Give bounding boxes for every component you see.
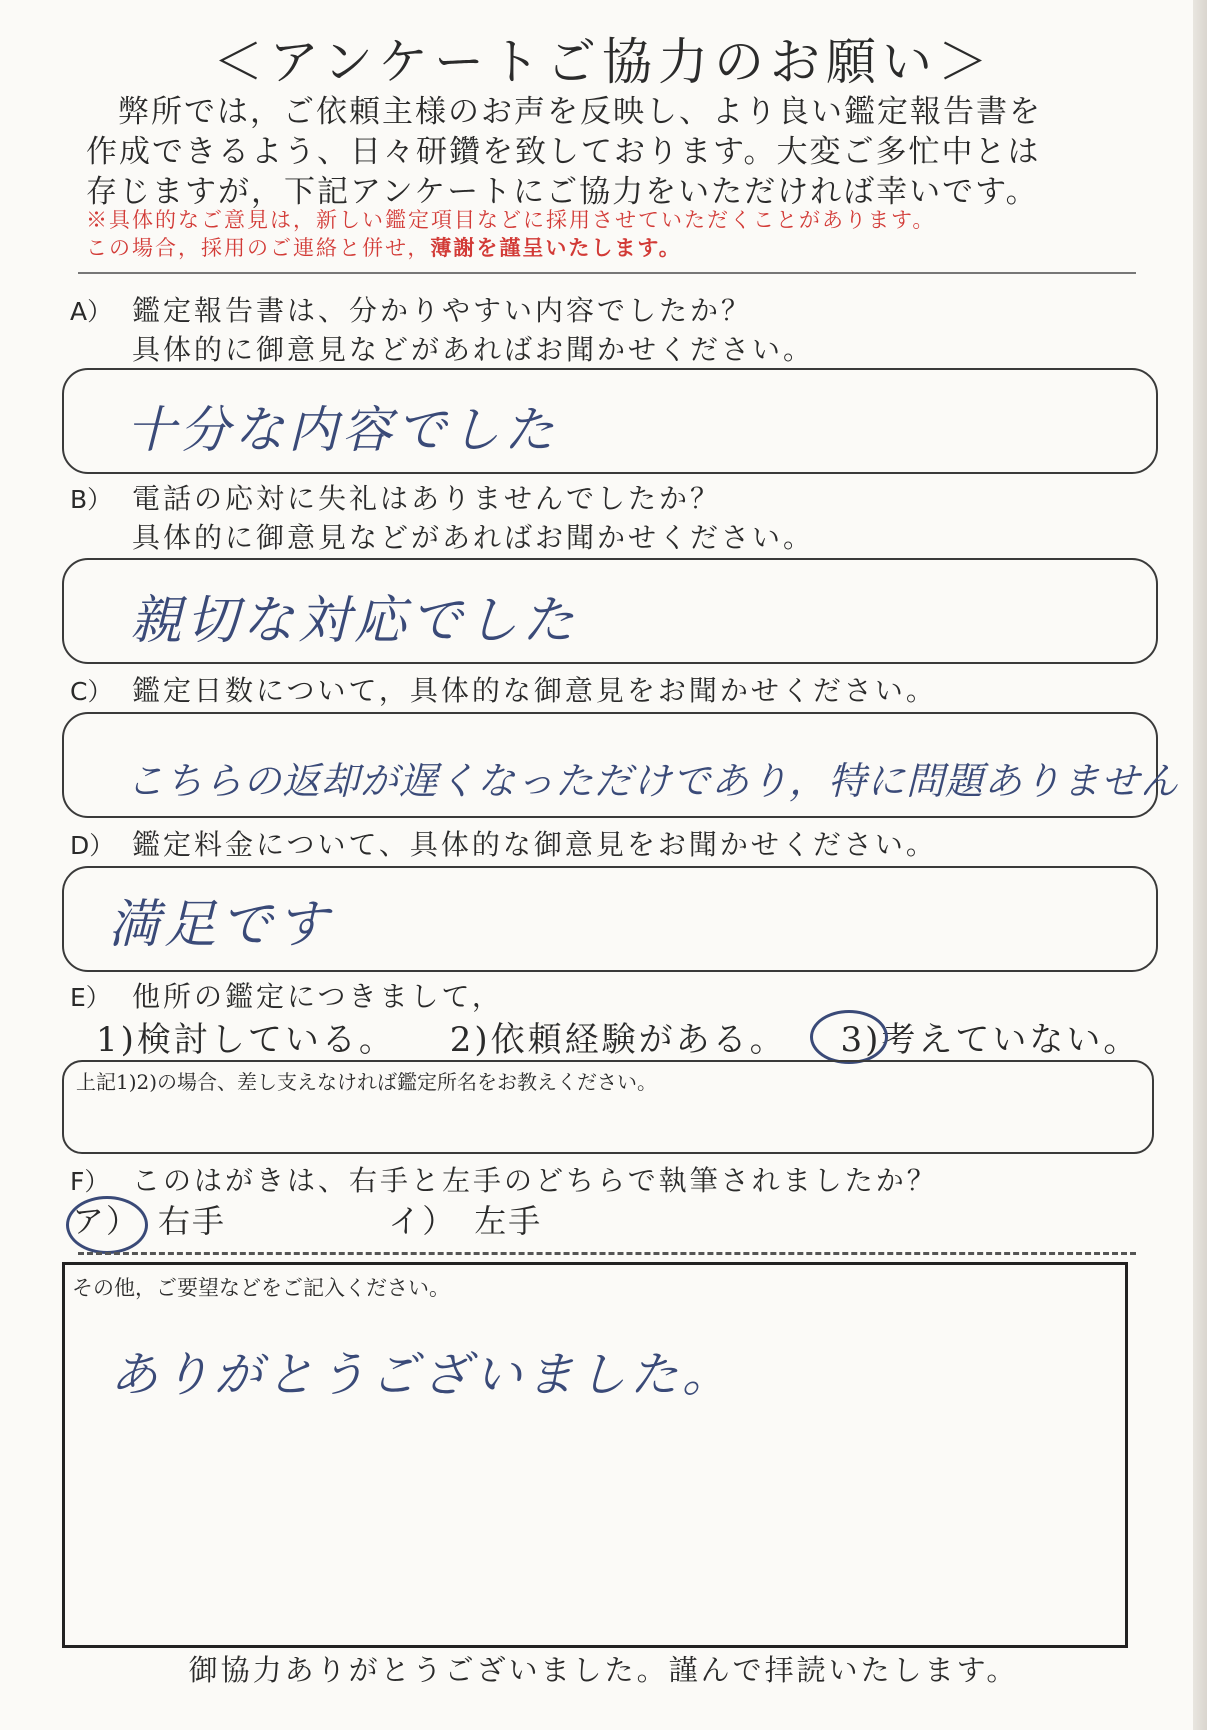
dashed-divider (78, 1252, 1136, 1255)
question-f (70, 1162, 938, 1201)
divider (78, 272, 1136, 274)
question-f-label: F） (70, 1167, 110, 1196)
selection-circle-e (810, 1010, 888, 1064)
question-a-label: A） (70, 297, 113, 326)
selection-circle-f (66, 1196, 148, 1254)
page-title: ＜アンケートご協力のお願い＞ (213, 33, 994, 91)
question-c-text: 鑑定日数について，具体的な御意見をお聞かせください。 (132, 674, 937, 707)
answer-a: 十分な内容でした (126, 401, 558, 459)
question-e-options (96, 1012, 1140, 1061)
answer-c: こちらの返却が遅くなっただけであり，特に問題ありません (126, 759, 1180, 803)
question-e-text: 他所の鑑定につきまして， (132, 980, 503, 1013)
question-e-note: 上記1)2)の場合、差し支えなければ鑑定所名をお教えください。 (76, 1070, 658, 1094)
reward-note (86, 206, 1146, 262)
intro-line-3: 存じますが，下記アンケートにご協力をいただければ幸いです。 (86, 174, 1039, 210)
answer-d: 満足です (108, 895, 333, 955)
question-d (70, 826, 937, 865)
question-c (70, 672, 937, 711)
reward-note-line-2b: 薄謝を謹呈いたします。 (430, 235, 682, 260)
question-b (70, 480, 814, 557)
other-comments-label: その他，ご要望などをご記入ください。 (72, 1276, 450, 1300)
intro-line-1: 弊所では，ご依頼主様のお声を反映し、より良い鑑定報告書を (118, 94, 1042, 130)
intro-line-2: 作成できるよう、日々研鑽を致しております。大変ご多忙中とは (86, 134, 1041, 170)
question-d-text: 鑑定料金について、具体的な御意見をお聞かせください。 (132, 828, 937, 861)
reward-note-line-1: ※具体的なご意見は，新しい鑑定項目などに採用させていただくことがあります。 (86, 208, 936, 232)
question-b-label: B） (70, 485, 113, 514)
option-f-left-hand[interactable]: イ） 左手 (388, 1202, 543, 1240)
question-a (70, 292, 814, 369)
option-e3[interactable]: 3)考えていない。 (840, 1020, 1141, 1060)
question-f-text: このはがきは、右手と左手のどちらで執筆されましたか？ (132, 1164, 938, 1197)
question-e-label: E） (70, 983, 111, 1012)
footer-thanks: 御協力ありがとうございました。謹んで拝読いたします。 (188, 1653, 1019, 1687)
question-b-sub: 具体的に御意見などがあればお聞かせください。 (132, 521, 815, 554)
question-b-text: 電話の応対に失礼はありませんでしたか？ (132, 482, 722, 515)
intro-text (86, 92, 1146, 212)
question-a-sub: 具体的に御意見などがあればお聞かせください。 (132, 333, 815, 366)
reward-note-line-2a: この場合，採用のご連絡と併せ， (86, 236, 431, 260)
question-d-label: D） (70, 831, 115, 860)
answer-b: 親切な対応でした (130, 591, 579, 651)
option-e1[interactable]: 1)検討している。 (96, 1020, 396, 1060)
option-e2[interactable]: 2)依頼経験がある。 (449, 1020, 787, 1060)
question-a-text: 鑑定報告書は、分かりやすい内容でしたか？ (132, 294, 753, 327)
option-f-right-hand[interactable]: ア） 右手 (72, 1202, 227, 1240)
question-c-label: C） (70, 677, 113, 706)
other-comments-box[interactable] (62, 1262, 1128, 1648)
other-comments-answer: ありがとうございました。 (110, 1347, 735, 1403)
